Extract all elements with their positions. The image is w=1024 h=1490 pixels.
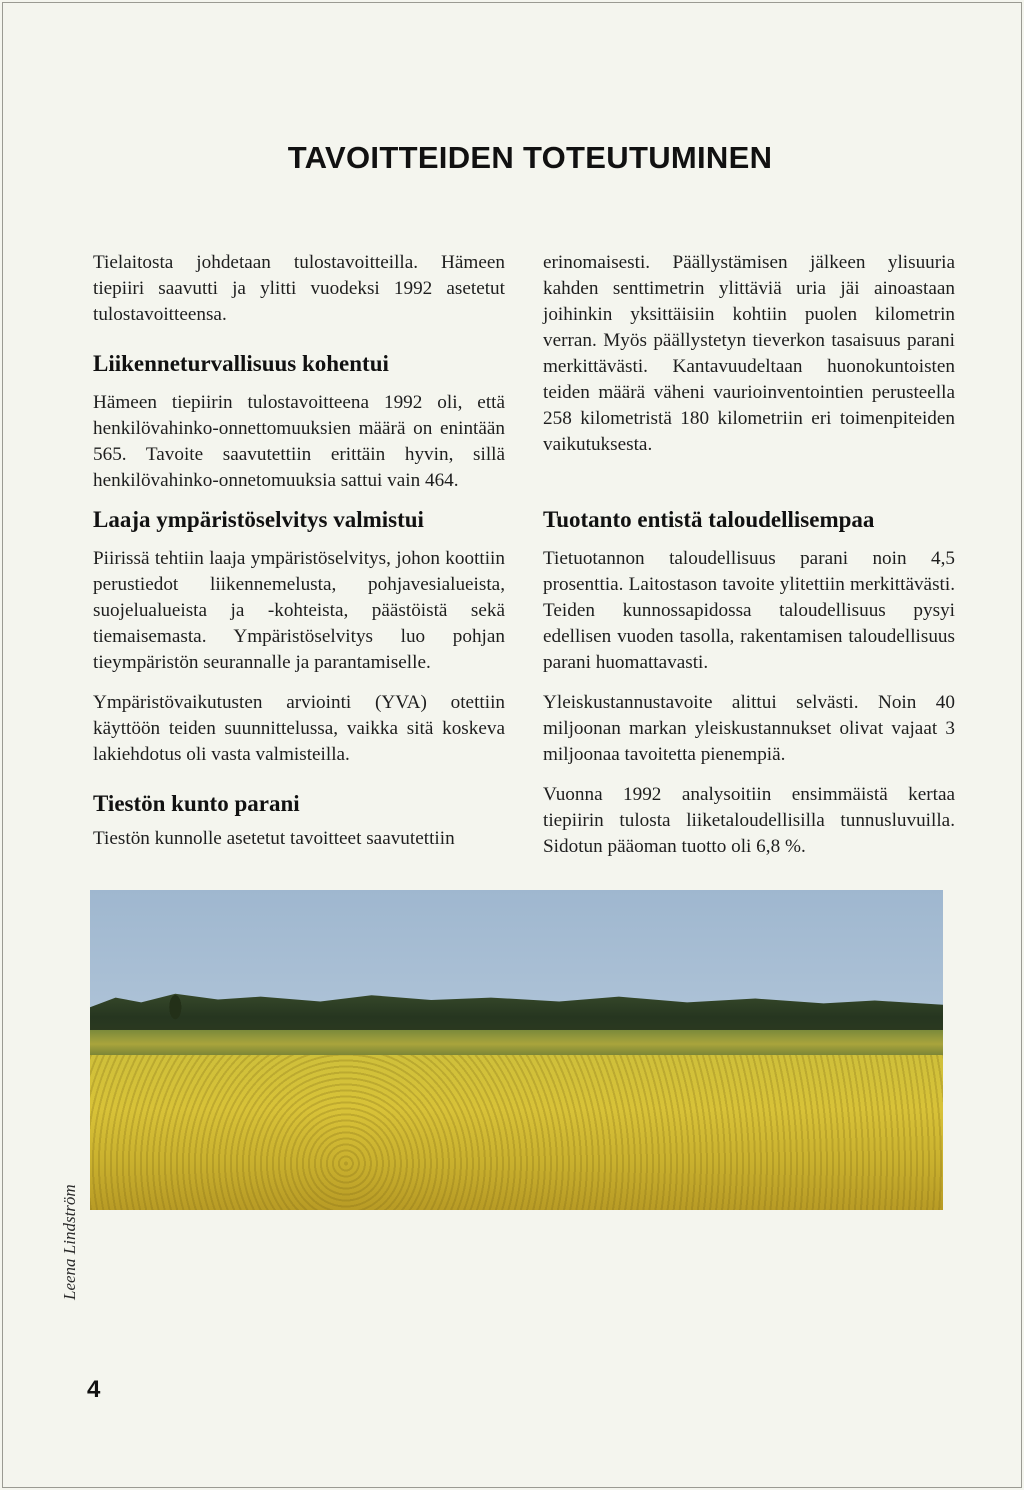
economy-paragraph-1: Tietuotannon taloudellisuus parani noin 4,5 prosenttia. Laitostason tavoite ylitettiin merkittävästi. Teiden kunnossapidossa taloudellisuus pysyi edellisen vuoden tasolla, rakentamisen taloudellisuus parani huomattavasti. (543, 548, 955, 673)
economy-paragraph-2: Yleiskustannustavoite alittui selvästi. Noin 40 miljoonan markan yleiskustannukset olivat vajaat 3 miljoonaa tavoitetta pienempiä. (543, 692, 955, 765)
environment-heading: Laaja ympäristöselvitys valmistui (93, 507, 424, 532)
page-title: TAVOITTEIDEN TOTEUTUMINEN (287, 140, 773, 175)
treeline (90, 988, 943, 1036)
safety-heading: Liikenneturvallisuus kohentui (93, 351, 389, 376)
right-column-bottom (543, 546, 955, 874)
photo-credit: Leena Lindström (60, 1184, 79, 1300)
economy-paragraph-3: Vuonna 1992 analysoitiin ensimmäistä kertaa tiepiirin tulosta liiketaloudellisilla tunnusluvuilla. Sidotun pääoman tuotto oli 6,8 %. (543, 784, 955, 857)
rapeseed-field-photo (90, 890, 943, 1210)
left-column-top (93, 250, 505, 508)
road-condition-paragraph: Tiestön kunnolle asetetut tavoitteet saavutettiin (93, 828, 455, 849)
road-condition-continued: erinomaisesti. Päällystämisen jälkeen ylisuuria kahden senttimetrin ylittäviä uria jäi ainoastaan joihinkin yksittäisiin kohtiin puolen kilometrin verran. Myös päällystetyn tieverkon tasaisuus parani merkittävästi. Kantavuudeltaan huonokuntoisten teiden määrä väheni vaurioinventointien perusteella 258 kilometristä 180 kilometriin eri toimenpiteiden vaikutuksesta. (543, 252, 955, 455)
yellow-field (90, 1055, 943, 1210)
road-condition-heading: Tiestön kunto parani (93, 791, 300, 816)
page-number: 4 (87, 1376, 101, 1403)
environment-paragraph-1: Piirissä tehtiin laaja ympäristöselvitys, johon koottiin perustiedot liikennemelusta, pohjavesialueista, suojelualueista ja -kohteista, päästöistä sekä tiemaisemasta. Ympäristöselvitys luo pohjan tieympäristön seurannalle ja parantamiselle. (93, 548, 505, 673)
right-column-top (543, 250, 955, 472)
safety-paragraph: Hämeen tiepiirin tulostavoitteena 1992 oli, että henkilövahinko-onnettomuuksien määrä on enintään 565. Tavoite saavutettiin erittäin hyvin, sillä henkilövahinko-onnetomuuksia sattui vain 464. (93, 392, 505, 491)
intro-paragraph: Tielaitosta johdetaan tulostavoitteilla. Hämeen tiepiiri saavutti ja ylitti vuodeksi 1992 asetetut tulostavoitteensa. (93, 252, 505, 325)
environment-paragraph-2: Ympäristövaikutusten arviointi (YVA) otettiin käyttöön teiden suunnittelussa, vaikka sitä koskeva lakiehdotus oli vasta valmisteilla. (93, 692, 505, 765)
distant-field-strip (90, 1030, 943, 1058)
economy-heading: Tuotanto entistä taloudellisempaa (543, 507, 875, 532)
left-column-bottom (93, 546, 505, 866)
